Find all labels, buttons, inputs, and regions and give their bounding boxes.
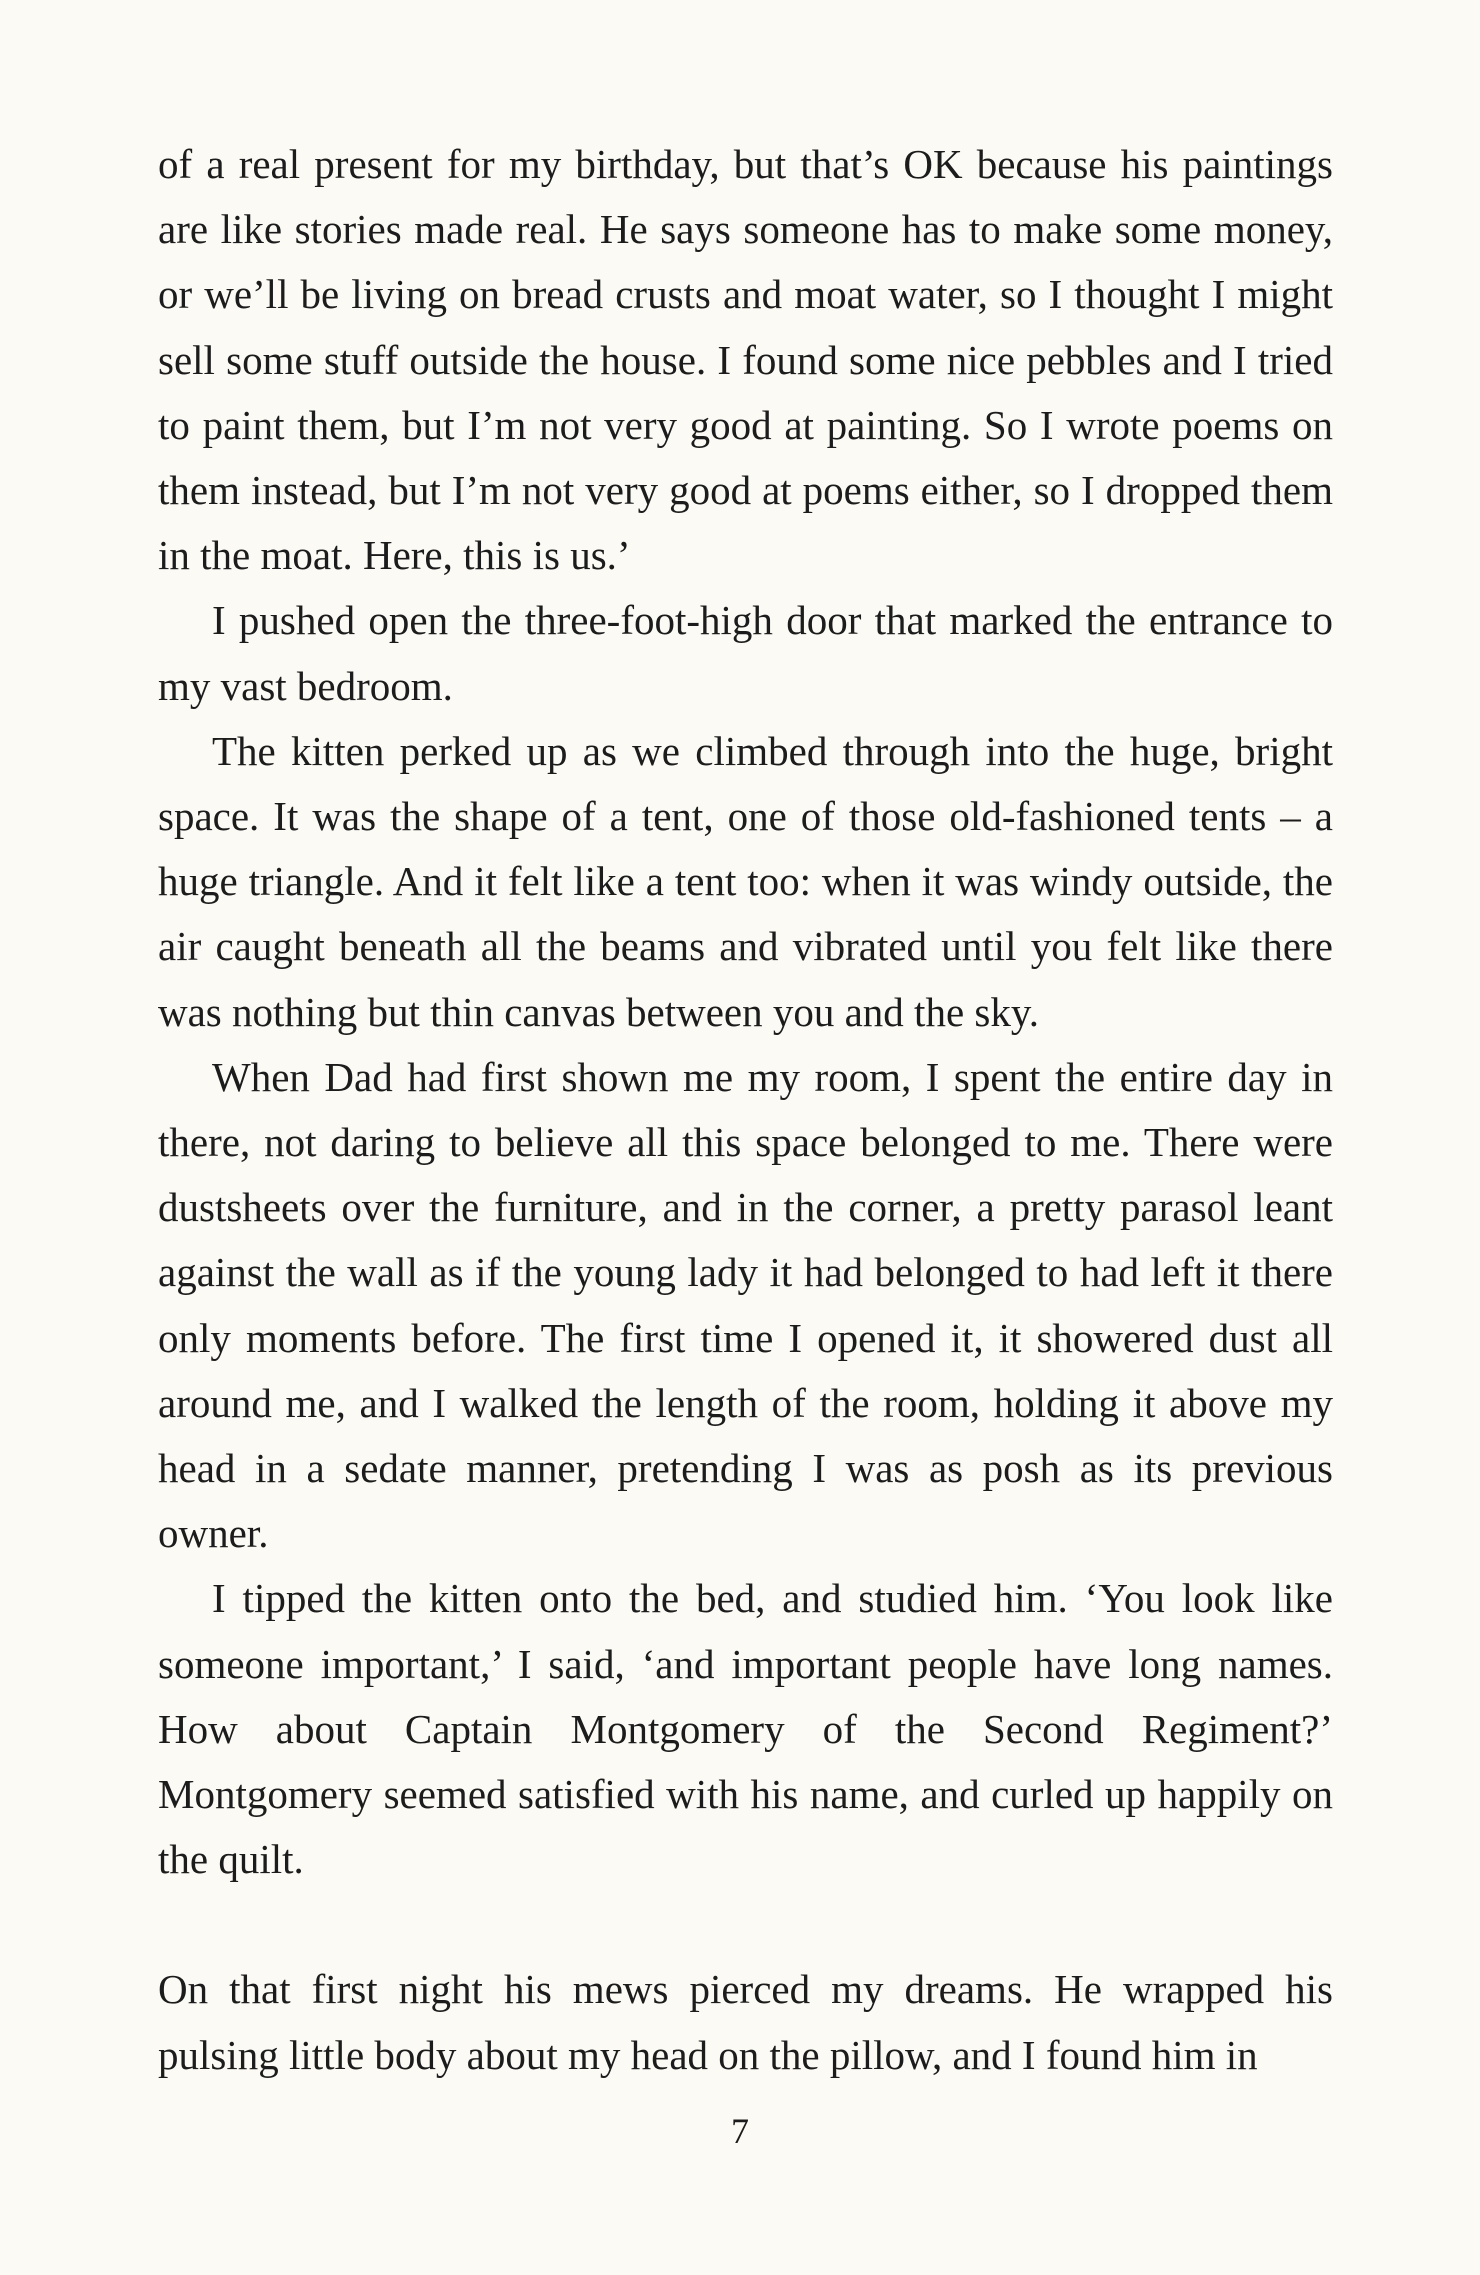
- body-text: [158, 132, 1333, 2088]
- paragraph-first-night: On that first night his mews pierced my dreams. He wrapped his pulsing little body about my head on the pillow, and I found him in: [158, 1966, 1333, 2078]
- paragraph-first-shown: When Dad had first shown me my room, I spent the entire day in there, not daring to believe all this space belonged to me. There were dustsheets over the furniture, and in the corner, a pretty parasol leant against the wall as if the young lady it had belonged to had left it there only moments before. The first time I opened it, it showered dust all around me, and I walked the length of the room, holding it above my head in a sedate manner, pretending I was as posh as its previous owner.: [158, 1053, 1333, 1557]
- paragraph-continuation: of a real present for my birthday, but that’s OK because his paintings are like stories made real. He says someone has to make some money, or we’ll be living on bread crusts and moat water, so I thought I might sell some stuff outside the house. I found some nice pebbles and I tried to paint them, but I’m not very good at painting. So I wrote poems on them instead, but I’m not very good at poems either, so I dropped them in the moat. Here, this is us.’: [158, 141, 1333, 579]
- paragraph-tent-room: The kitten perked up as we climbed through into the huge, bright space. It was the shape of a tent, one of those old-fashioned tents – a huge triangle. And it felt like a tent too: when it was windy outside, the air caught beneath all the beams and vibrated until you felt like there was nothing but thin canvas between you and the sky.: [158, 727, 1333, 1035]
- page-number: 7: [731, 2111, 749, 2151]
- paragraph-naming-kitten: I tipped the kitten onto the bed, and studied him. ‘You look like someone important,’ I said, ‘and important people have long names. How about Captain Montgomery of the Second Regiment?’ Montgomery seemed satisfied with his name, and curled up happily on the quilt.: [158, 1575, 1333, 1883]
- paragraph-door: I pushed open the three-foot-high door that marked the entrance to my vast bedroom.: [158, 597, 1333, 709]
